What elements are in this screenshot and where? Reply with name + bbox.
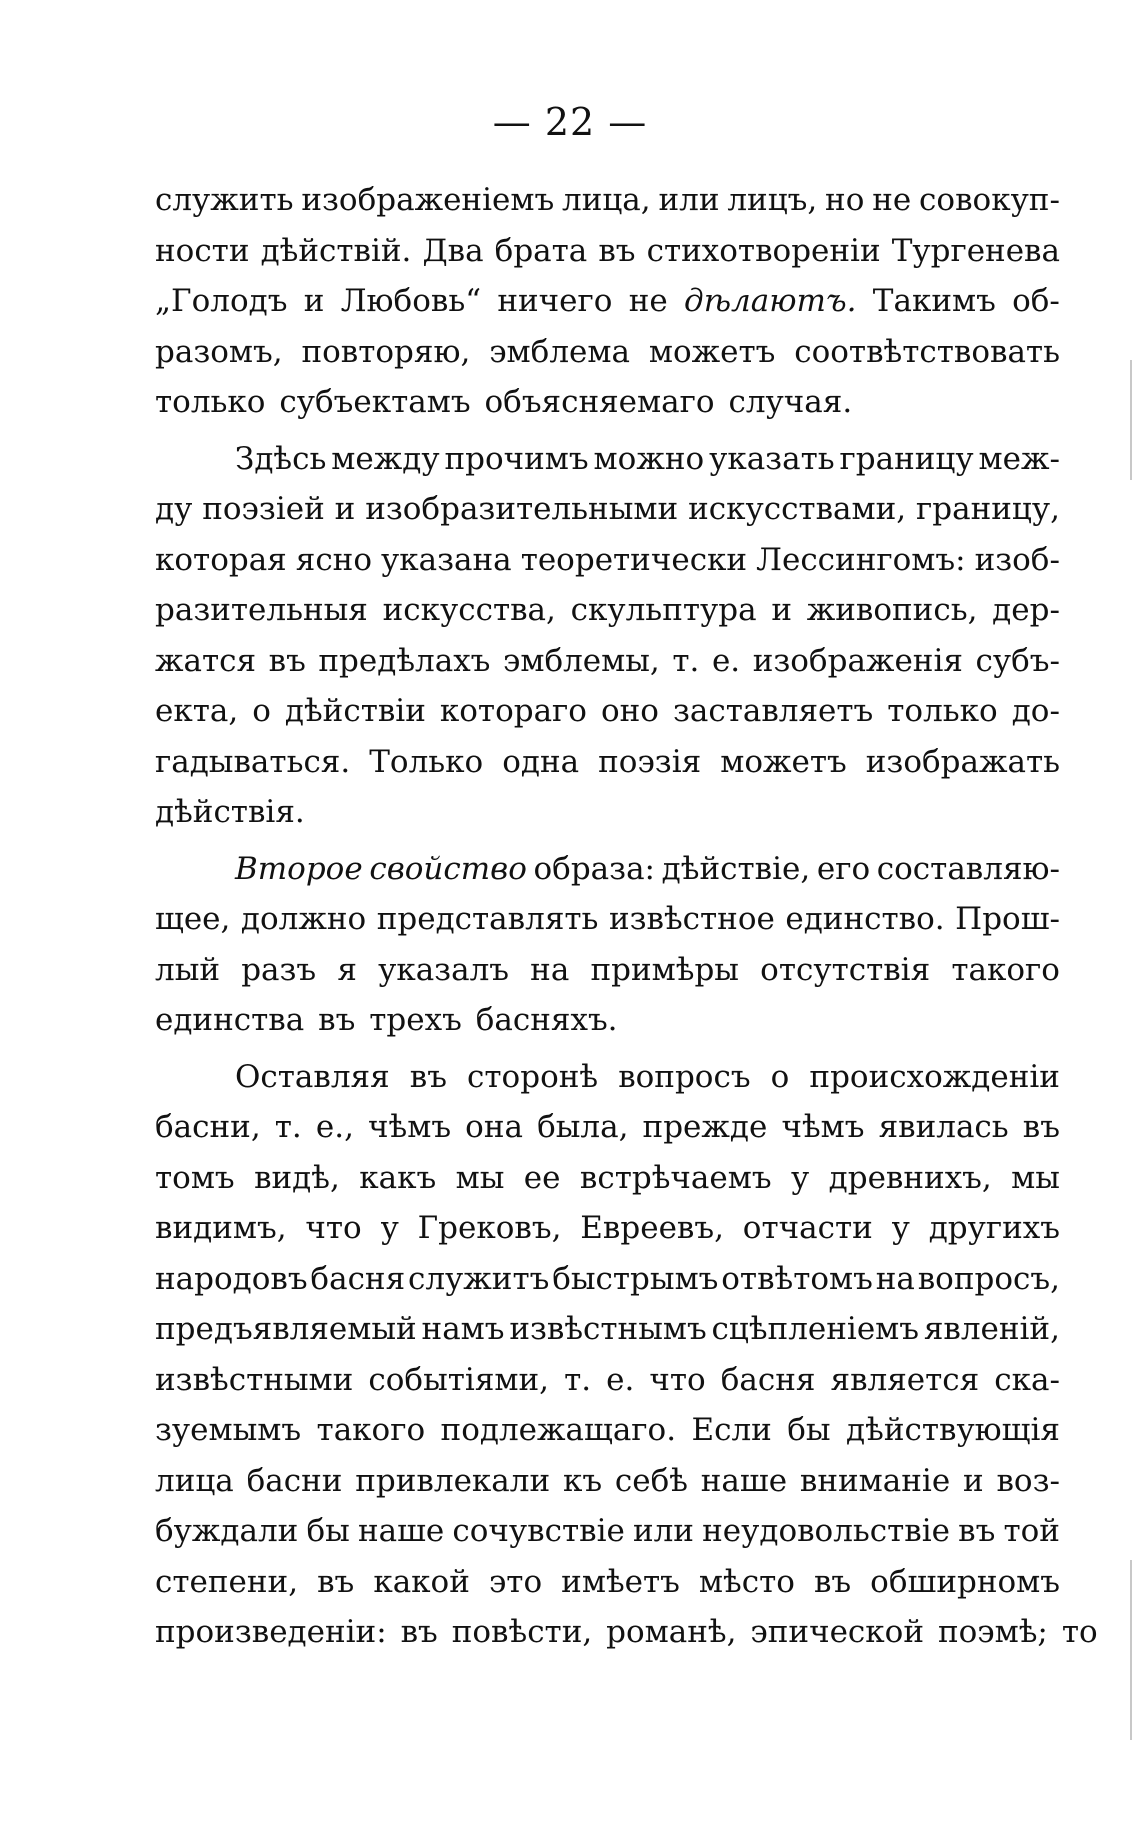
word: наше (357, 1513, 445, 1549)
word: ее (523, 1159, 561, 1196)
word: Евреевъ, (580, 1210, 724, 1246)
paragraph (155, 1052, 1098, 1658)
word: изображенія (752, 642, 963, 679)
word: чѣмъ (781, 1109, 865, 1145)
word: явленій, (923, 1311, 1060, 1347)
word: примѣры (590, 951, 739, 988)
word: басняхъ. (475, 1002, 618, 1038)
word: она (465, 1109, 523, 1145)
word: о (770, 1058, 790, 1095)
word: повторяю, (301, 333, 471, 370)
word: свойство (369, 850, 527, 887)
word: не (628, 283, 668, 319)
word: щее, (155, 901, 231, 937)
word: дѣйствующія (846, 1412, 1060, 1448)
word: событіями, (368, 1361, 550, 1398)
word: образа: (533, 850, 656, 887)
word: случая. (728, 384, 853, 420)
word: ясно (295, 541, 373, 578)
word: Только (369, 743, 484, 780)
word: субъектамъ (279, 384, 471, 420)
word: об- (1012, 283, 1060, 319)
word: ду (155, 491, 193, 527)
word: вниманіе (799, 1462, 951, 1499)
word: е., (315, 1109, 354, 1145)
word: единство. (785, 901, 945, 937)
word: басни, (155, 1109, 261, 1145)
word: какой (373, 1563, 470, 1600)
text-line (155, 1254, 1060, 1305)
word: но (825, 182, 865, 218)
word: искусства, (382, 592, 556, 628)
word: басня (720, 1361, 816, 1398)
word: составляю- (876, 850, 1060, 887)
word: чѣмъ (368, 1109, 452, 1145)
word: видѣ, (254, 1159, 340, 1196)
word: е. (711, 642, 741, 679)
word: быстрымъ (552, 1260, 719, 1297)
paragraph (155, 175, 1060, 428)
word: екта, (155, 693, 239, 729)
text-line (155, 1304, 1060, 1355)
word: что (305, 1210, 362, 1246)
word: ска- (994, 1361, 1060, 1398)
text-line (155, 1456, 1060, 1507)
word: той (1003, 1513, 1060, 1549)
word: привлекали (355, 1462, 551, 1499)
text-line (155, 686, 1060, 737)
page-number: — 22 — (492, 100, 648, 144)
word: дѣйствіи (284, 693, 426, 729)
word: Оставляя (235, 1058, 390, 1095)
word: басни (246, 1462, 343, 1499)
word: изобразительными (365, 491, 679, 527)
word: должно (240, 901, 367, 937)
word: въ (400, 1614, 438, 1650)
text-line (155, 995, 1060, 1046)
word: такого (951, 951, 1060, 988)
word: не (872, 182, 912, 218)
word: о (252, 693, 271, 729)
word: въ (1022, 1109, 1060, 1145)
word: басня (310, 1260, 406, 1297)
word: до- (1011, 693, 1060, 729)
text-line (155, 1102, 1060, 1153)
word: служитъ (408, 1260, 550, 1297)
word: и (334, 491, 356, 527)
word: въ (598, 232, 636, 269)
word: извѣстными (155, 1361, 354, 1398)
word: воз- (996, 1462, 1060, 1499)
word: намъ (421, 1311, 505, 1347)
text-line (155, 276, 1060, 327)
word: была, (537, 1109, 629, 1145)
word: „Голодъ (155, 283, 288, 319)
word: дѣлаютъ. (684, 283, 857, 319)
word: буждали (155, 1513, 299, 1549)
word: себѣ (614, 1462, 688, 1499)
word: разъ (241, 951, 317, 988)
word: стихотвореніи (646, 232, 881, 269)
word: трехъ (369, 1002, 462, 1038)
word: Лессингомъ: (756, 541, 966, 578)
text-line (155, 844, 1060, 895)
word: прежде (642, 1109, 768, 1145)
word: сторонѣ (467, 1058, 599, 1095)
word: можно (593, 440, 705, 477)
word: лый (155, 951, 221, 988)
word: Тургенева (891, 232, 1060, 269)
word: въ (318, 1002, 356, 1038)
word: на (530, 951, 570, 988)
word: сочувствіе (452, 1513, 625, 1549)
word: изоб- (974, 541, 1060, 578)
word: отсутствія (760, 951, 931, 988)
word: оно (600, 693, 659, 729)
word: вопросъ (618, 1058, 751, 1095)
text-line (155, 1405, 1060, 1456)
word: у (891, 1210, 910, 1246)
word: вопросъ, (917, 1260, 1060, 1297)
text-line (155, 945, 1060, 996)
word: одна (502, 743, 580, 780)
page-edge-mark (1130, 360, 1132, 480)
word: повѣсти, (451, 1614, 593, 1650)
word: представлять (376, 901, 599, 937)
text-line (155, 1153, 1060, 1204)
word: извѣстнымъ (509, 1311, 707, 1347)
word: т. (672, 642, 700, 679)
word: бы (787, 1412, 831, 1448)
word: поэзіей (202, 491, 325, 527)
word: только (887, 693, 998, 729)
word: лица, (562, 182, 651, 218)
word: указать (709, 440, 835, 477)
word: лицъ, (727, 182, 818, 218)
word: разительныя (155, 592, 368, 628)
word: прочимъ (444, 440, 589, 477)
word: обширномъ (870, 1563, 1060, 1600)
word: какъ (359, 1159, 437, 1196)
word: разомъ, (155, 333, 283, 370)
word: сцѣпленіемъ (711, 1311, 919, 1347)
word: на (875, 1260, 915, 1297)
word: или (658, 182, 720, 218)
word: въ (958, 1513, 996, 1549)
paragraph (155, 844, 1060, 1046)
word: ничего (497, 283, 613, 319)
word: предѣлахъ (318, 642, 491, 679)
word: границу, (916, 491, 1060, 527)
word: объясняемаго (484, 384, 715, 420)
word: имѣетъ (561, 1563, 680, 1600)
word: меж- (978, 440, 1060, 477)
word: встрѣчаемъ (579, 1159, 772, 1196)
word: эмблемы, (502, 642, 660, 679)
word: эпической (750, 1614, 924, 1650)
word: поэмѣ; (937, 1614, 1048, 1650)
word: ности (155, 232, 250, 269)
word: древнихъ, (828, 1159, 992, 1196)
word: является (830, 1361, 980, 1398)
word: дѣйствіе, (661, 850, 811, 887)
word: Такимъ (872, 283, 996, 319)
word: извѣстное (608, 901, 775, 937)
word: котораго (439, 693, 587, 729)
text-line (155, 585, 1060, 636)
word: Второе (235, 850, 363, 887)
word: такого (316, 1412, 426, 1448)
word: служить (155, 182, 294, 218)
word: гадываться. (155, 743, 351, 780)
word: можетъ (648, 333, 776, 370)
word: томъ (155, 1159, 235, 1196)
word: изображеніемъ (301, 182, 555, 218)
word: предъявляемый (155, 1311, 417, 1347)
word: т. (564, 1361, 592, 1398)
text-line (155, 636, 1060, 687)
word: единства (155, 1002, 305, 1038)
word: романѣ, (606, 1614, 737, 1650)
word: дѣйствія. (155, 794, 305, 830)
word: лица (155, 1462, 234, 1499)
word: изображать (865, 743, 1060, 780)
word: зуемымъ (155, 1412, 302, 1448)
word: или (632, 1513, 694, 1549)
text-line (155, 1355, 1060, 1406)
word: то (1061, 1614, 1098, 1650)
word: наше (700, 1462, 788, 1499)
word: это (488, 1563, 543, 1600)
word: его (816, 850, 871, 887)
word: въ (317, 1563, 355, 1600)
text-line (155, 377, 1060, 428)
word: въ (409, 1058, 447, 1095)
text-line (155, 894, 1060, 945)
text-line (155, 226, 1060, 277)
word: живопись, (806, 592, 978, 628)
word: Прош- (955, 901, 1060, 937)
text-line (155, 434, 1060, 485)
word: Грековъ, (417, 1210, 562, 1246)
word: заставляетъ (672, 693, 874, 729)
text-line (155, 1557, 1060, 1608)
word: Здѣсь (235, 440, 327, 477)
word: народовъ (155, 1260, 308, 1297)
word: видимъ, (155, 1210, 287, 1246)
word: эмблема (489, 333, 630, 370)
word: явилась (878, 1109, 1009, 1145)
text-line (155, 1607, 1098, 1658)
text-line (155, 1203, 1060, 1254)
word: только (155, 384, 266, 420)
word: отвѣтомъ (721, 1260, 873, 1297)
word: другихъ (928, 1210, 1060, 1246)
word: и (303, 283, 325, 319)
word: я (337, 951, 357, 988)
word: совокуп- (919, 182, 1060, 218)
word: у (790, 1159, 810, 1196)
word: дер- (992, 592, 1060, 628)
text-line (155, 1052, 1060, 1103)
word: искусствами, (688, 491, 907, 527)
word: происхожденіи (809, 1058, 1060, 1095)
word: отчасти (742, 1210, 873, 1246)
page-edge-mark (1130, 1560, 1132, 1740)
word: поэзія (598, 743, 702, 780)
word: мы (1011, 1159, 1060, 1196)
word: скульптура (570, 592, 757, 628)
text-line (155, 737, 1060, 788)
word: субъ- (975, 642, 1060, 679)
paragraph (155, 434, 1060, 838)
word: соотвѣтствовать (794, 333, 1060, 370)
word: и (962, 1462, 984, 1499)
word: въ (813, 1563, 852, 1600)
word: е. (606, 1361, 635, 1398)
word: жатся (155, 642, 257, 679)
word: произведеніи: (155, 1614, 387, 1650)
word: бы (306, 1513, 350, 1549)
word: границу (839, 440, 974, 477)
word: степени, (155, 1563, 299, 1600)
text-line (155, 1506, 1060, 1557)
word: въ (268, 642, 306, 679)
word: которая (155, 541, 287, 578)
word: дѣйствій. (260, 232, 412, 269)
word: и (771, 592, 792, 628)
word: подлежащаго. (440, 1412, 677, 1448)
word: къ (562, 1462, 603, 1499)
text-line (155, 327, 1060, 378)
word: брата (494, 232, 588, 269)
word: Любовь“ (340, 283, 482, 319)
text-line (155, 535, 1060, 586)
word: у (380, 1210, 399, 1246)
word: Два (422, 232, 484, 269)
word: между (331, 440, 440, 477)
text-line (155, 787, 1060, 838)
word: указана (381, 541, 512, 578)
word: Если (691, 1412, 772, 1448)
word: т. (274, 1109, 302, 1145)
text-line (155, 175, 1060, 226)
word: указалъ (378, 951, 509, 988)
word: что (649, 1361, 706, 1398)
word: теоретически (520, 541, 748, 578)
word: неудовольствіе (702, 1513, 951, 1549)
word: мѣсто (698, 1563, 795, 1600)
word: мы (455, 1159, 505, 1196)
body-text (155, 175, 1098, 1658)
word: можетъ (720, 743, 847, 780)
text-line (155, 484, 1060, 535)
